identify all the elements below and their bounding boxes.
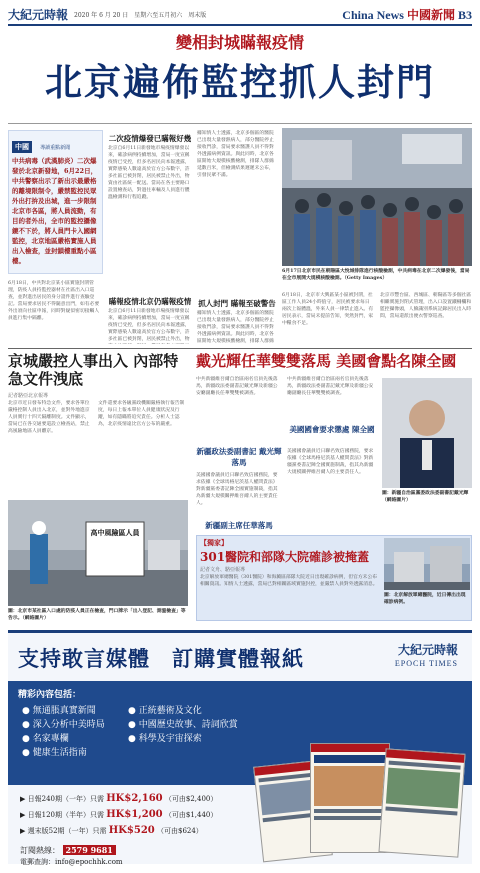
ad-logo-cn: 大紀元時報 (397, 643, 458, 657)
price-row: ▶ 日報120期（半年）只需 HK$1,200 （可由$1,440） (20, 809, 218, 820)
summary-subtitle: 導讀重點新聞 (40, 145, 71, 151)
price-note: （可由$624） (156, 827, 203, 835)
newspaper-logo: 大紀元時報 (8, 8, 69, 22)
crowd-photo-illustration (282, 128, 472, 266)
email-link[interactable]: 電郵查詢：info@epochhk.com (20, 858, 123, 866)
hotline (20, 845, 116, 856)
ad-feature-item: ● 健康生活指南 (22, 748, 87, 758)
story3-portrait-caption: 圖：新疆自治區黨委政法委副書記戴光輝（網絡圖片） (382, 490, 469, 503)
summary-box (8, 130, 103, 274)
ad-feature-item: ● 無通脹真實新聞 (22, 706, 96, 716)
story2-photo (8, 500, 188, 606)
story2-body-2: 文件還要求各級黨政機關嚴格執行報告制度，每日上報本單位人員健康狀況及行蹤，如有隱瞞將追究責任。分析人士認為，北京疫情遠比官方公布的嚴重。 (98, 401, 185, 427)
lead-subhead-2: 瞞報疫情北京仍瞞報疫情 (108, 297, 192, 306)
page-number: B3 (457, 8, 472, 22)
price-label: 週末版52期（一年）只需 (27, 827, 107, 835)
newspaper-thumb (310, 743, 390, 853)
ad-feature-text: 科學及宇宙探索 (138, 734, 202, 744)
summary-text: 中共病毒（武漢肺炎）二次爆發於北京新發地，6月22日，中共警察出示了新出示最嚴格的離境限制令，嚴禁監控民眾外出打拚及出城，進一步限制北京市各區，將人員流動，有目的者外出，全市的監控攝像鏡不下於，將人員門卡入國網監控，北京地區嚴格實施人員出入檢查，並封鎖樓重點小區樓。 (12, 157, 98, 265)
lead-photo-caption: 6月17日北京市民在朝陽區大悅城排隊進行核酸檢測，中共病毒在北京二次爆發後，當局在全市展開大規模核酸檢測。（Getty Images） (282, 268, 470, 281)
sidebar-body: 北京解放軍總醫院（301醫院）和海澱區部隊大院近日出現確診病例，但官方未公布相關資訊。知情人士透露，當局已對相關區域實施封控，並嚴禁人員對外透露消息。 (200, 575, 378, 587)
hotline-label: 訂閱熱線： (20, 846, 60, 855)
price-label: 日報120期（半年）只需 (27, 811, 104, 819)
sidebar-photo-caption: 圖：北京解放軍總醫院，近日傳出出現確診病例。 (384, 592, 466, 605)
story3-headline: 戴光輝任華雙雙落馬 美國會點名陳全國 (196, 352, 457, 370)
sidebar-headline: 301醫院和部隊大院確診被掩蓋 (200, 550, 370, 564)
ad-feature-text: 深入分析中美時局 (32, 720, 105, 730)
section-divider (8, 348, 472, 349)
ad-feature-item: ● 深入分析中美時局 (22, 720, 105, 730)
story3-subhead-3: 美國國會要求懲處 陳全國 (289, 425, 375, 434)
sidebar-photo (384, 538, 470, 590)
lead-column-3: 據知情人士透露，北京多個區的醫院已出現大量發熱病人，部分醫院停止接收門診，當局要求醫護人員不得對外透露病例資訊。與此同時，北京各區開始大規模核酸檢測，排隊人群綿延數百米，但檢測結果遲遲未公布，引發民眾不滿。 (197, 131, 274, 178)
masthead (8, 4, 472, 26)
story3-body-1: 中共新疆維吾爾自治區兩名官員先後落馬，新疆政法委副書記戴光輝及新疆公安廳副廳長任華雙雙被調查。 (196, 377, 278, 396)
story3-body-2: 美國國會議員近日聯名致信國務院，要求依據《全球馬格尼茨基人權問責法》對新疆黨委書記陳全國實施制裁，指其為新疆大規模關押維吾爾人的主要責任人。 (196, 473, 278, 506)
lead-divider (8, 123, 472, 124)
newspaper-thumb (378, 748, 465, 857)
lead-column-3b: 據知情人士透露，北京多個區的醫院已出現大量發熱病人，部分醫院停止接收門診，當局要求醫護人員不得對外透露病例資訊。與此同時，北京各區開始大規模核酸檢測，排隊人群綿 (197, 311, 274, 344)
lead-photo (282, 128, 472, 266)
lead-headline: 北京遍佈監控抓人封門 (45, 60, 435, 104)
checkpoint-sign-text: 高中風險區人員 (90, 528, 140, 537)
price-row: ▶ 週末版52期（一年）只需 HK$520 （可由$624） (20, 825, 203, 836)
hotline-number[interactable]: 2579 9681 (63, 845, 116, 855)
ad-feature-item: ● 科學及宇宙探索 (128, 734, 202, 744)
ad-title: 支持敢言媒體 訂購實體報紙 (18, 646, 304, 671)
ad-feature-text: 名家專欄 (32, 734, 69, 744)
summary-tag: 中國 (12, 141, 32, 153)
story2-photo-caption: 圖：北京市某社區入口處的防疫人員正在檢查，門口牌示「出入登記、測溫檢查」等告示。（網絡圖片） (8, 608, 186, 621)
story2-headline: 京城嚴控人事出入 內部特急文件洩底 (8, 352, 179, 388)
ad-feature-item: ● 中國歷史故事、詩詞欣賞 (128, 720, 238, 730)
section-label (342, 6, 472, 23)
lead-kicker: 變相封城瞞報疫情 (175, 33, 304, 52)
story3-portrait-photo (382, 378, 472, 488)
price-amount: HK$1,200 (106, 809, 163, 820)
checkpoint-photo-illustration (8, 500, 188, 606)
lead-column-2: 北京自6月11日新發地市場疫情爆發以來，確診病例持續增加，當局一度宣稱疫情已受控，但多名居民向本報透露，實際感染人數遠高於官方公布數字，許多社區已被封閉，居民被禁止外出，物資由社區統一配送。當局在各主要路口設置檢查站，對過往車輛及人員進行體溫檢測和行程追蹤。 (108, 146, 190, 200)
newspaper-collage (258, 743, 463, 861)
price-amount: HK$520 (108, 825, 155, 836)
portrait-illustration (382, 378, 472, 488)
ad-feature-item: ● 名家專欄 (22, 734, 69, 744)
lead-column-5: 北京市豐台區、西城區、朝陽區等多個社區相繼實施封閉式管理，出入口設置鐵柵欄和監控攝像頭，人臉識別系統記錄居民出入時間，當局還派出便衣警察巡查。 (380, 293, 472, 319)
story2-byline: 記者駱亞北京報導 (8, 393, 49, 399)
story3-body-4: 美國國會議員近日聯名致信國務院，要求依據《全球馬格尼茨基人權問責法》對新疆黨委書記陳全國實施制裁，指其為新疆大規模關押維吾爾人的主要責任人。 (287, 449, 374, 475)
ad-feature-item: ● 正統藝術及文化 (128, 706, 202, 716)
sidebar-byline: 記者文舟、駱亞報導 (200, 567, 246, 573)
lead-subhead-1: 二次疫情爆發已瞞報好幾 (108, 134, 192, 143)
lead-subhead-3: 抓人封門 瞞報至破警告 (198, 299, 276, 308)
issue-date: 2020 年 6 月 20 日 星期六至五月初六 周末版 (74, 12, 207, 19)
ad-feature-text: 中國歷史故事、詩詞欣賞 (138, 720, 238, 730)
ad-feature-text: 健康生活指南 (32, 748, 87, 758)
hospital-photo-illustration (384, 538, 470, 590)
lead-column-4: 6月18日，北京市大興區某小區被封閉，社區工作人員24小時值守，居民被要求每日兩次上報體溫，外來人員一律禁止進入。有居民表示，當局未提前告知，突然封門，家中糧食不足。 (282, 293, 374, 326)
ad-feature-text: 無通脹真實新聞 (32, 706, 96, 716)
price-note: （可由$1,440） (164, 811, 218, 819)
story3-subhead-1: 新疆政法委副書記 戴光輝落馬 (196, 447, 282, 467)
ad-feature-text: 正統藝術及文化 (138, 706, 202, 716)
lead-paragraph: 6月18日，中共對北京某小區實施封閉管理，防疫人員持監控器材在社區出入口巡查，並對進出居民的身分證件進行查驗登記。當局要求居民不得隨意出門，如有必要外出須向社區申報，同時對疑似密切接觸人員進行集中隔離。 (8, 281, 100, 321)
ad-list-title: 精彩內容包括： (18, 690, 82, 700)
story3-body-3: 中共新疆維吾爾自治區兩名官員先後落馬，新疆政法委副書記戴光輝及新疆公安廳副廳長任華雙雙被調查。 (287, 377, 374, 396)
price-row: ▶ 日報240期（一年）只需 HK$2,160 （可由$2,400） (20, 793, 218, 804)
lead-column-2b: 北京自6月11日新發地市場疫情爆發以來，確診病例持續增加，當局一度宣稱疫情已受控，但多名居民向本報透露，實際感染人數遠高於官方公布數字，許多社區已被封閉，居民被禁止外出，物 (108, 309, 190, 342)
price-note: （可由$2,400） (164, 795, 218, 803)
price-label: 日報240期（一年）只需 (27, 795, 104, 803)
story3-subhead-2: 新疆副主席任華落馬 (205, 521, 273, 530)
ad-logo-en: EPOCH TIMES (394, 659, 458, 668)
subscription-ad (8, 630, 472, 864)
story2-body-1: 北京市近日發布特急文件，要求各單位嚴格控制人員出入北京，並對外地進京人員實行十四天隔離制度。文件顯示，當局已在各交通要道設立檢查站，禁止高風險地區人員離京。 (8, 401, 90, 434)
section-name-en: China News (342, 8, 404, 22)
section-name-cn: 中國新聞 (406, 8, 455, 22)
sidebar-tag: 【獨家】 (200, 538, 228, 547)
price-amount: HK$2,160 (106, 793, 163, 804)
